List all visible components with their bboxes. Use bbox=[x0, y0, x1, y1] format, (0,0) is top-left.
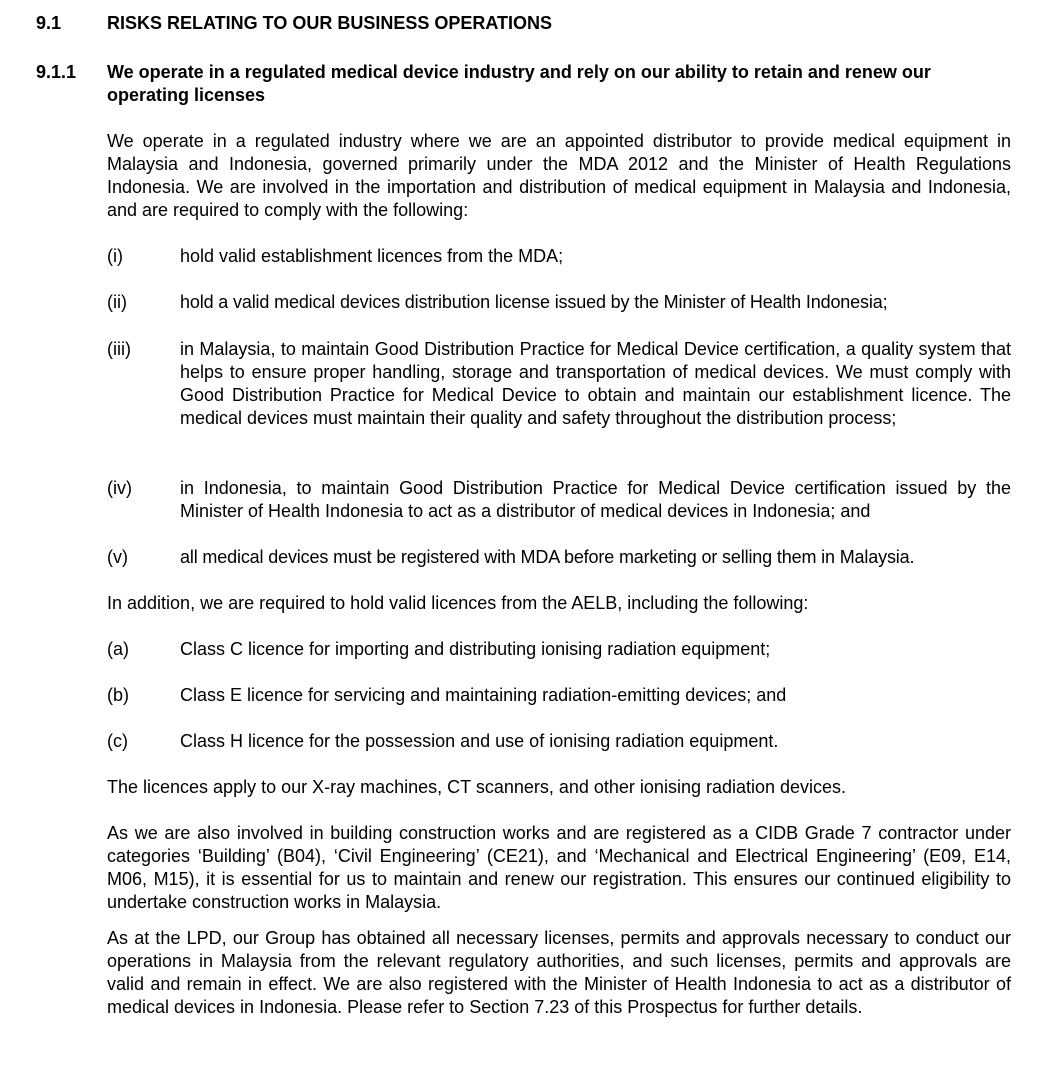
list-text: all medical devices must be registered with MDA before marketing or selling them in Malaysia. bbox=[180, 547, 915, 567]
aelb-intro-paragraph: In addition, we are required to hold valid licences from the AELB, including the following: bbox=[107, 593, 809, 613]
cidb-paragraph: As we are also involved in building construction works and are registered as a CIDB Grade 7 contractor under categories ‘Building’ (B04), ‘Civil Engineering’ (CE21), and ‘Mechanical and Electrical Engineering’ (E09, E14, M06, M15), it is essential for us to maintain and renew our registration. This ensures our continued eligibility to undertake construction works in Malaysia. bbox=[107, 823, 1011, 912]
list-marker: (b) bbox=[107, 685, 129, 705]
lpd-paragraph: As at the LPD, our Group has obtained all necessary licenses, permits and approvals necessary to conduct our operations in Malaysia from the relevant regulatory authorities, and such licenses, permits and approvals are valid and remain in effect. We are also registered with the Minister of Health Indonesia to act as a distributor of medical devices in Indonesia. Please refer to Section 7.23 of this Prospectus for further details. bbox=[107, 928, 1011, 1017]
list-text: Class H licence for the possession and use of ionising radiation equipment. bbox=[180, 731, 779, 751]
licence-scope-paragraph: The licences apply to our X-ray machines, CT scanners, and other ionising radiation devices. bbox=[107, 777, 847, 797]
list-text: hold a valid medical devices distribution license issued by the Minister of Health Indonesia; bbox=[180, 292, 888, 312]
list-marker: (v) bbox=[107, 547, 128, 567]
section-title: RISKS RELATING TO OUR BUSINESS OPERATIONS bbox=[107, 13, 553, 33]
intro-paragraph: We operate in a regulated industry where we are an appointed distributor to provide medical equipment in Malaysia and Indonesia, governed primarily under the MDA 2012 and the Minister of Health Regulations Indonesia. We are involved in the importation and distribution of medical equipment in Malaysia and Indonesia, and are required to comply with the following: bbox=[107, 131, 1011, 220]
list-marker: (iii) bbox=[107, 339, 131, 359]
section-number: 9.1 bbox=[36, 13, 62, 33]
list-marker: (a) bbox=[107, 639, 129, 659]
list-text: in Indonesia, to maintain Good Distribution Practice for Medical Device certification issued by the Minister of Health Indonesia to act as a distributor of medical devices in Indonesia; and bbox=[180, 478, 1011, 521]
subsection-title: We operate in a regulated medical device industry and rely on our ability to retain and renew our operating licenses bbox=[107, 62, 931, 105]
list-text: hold valid establishment licences from the MDA; bbox=[180, 246, 564, 266]
list-text: Class E licence for servicing and maintaining radiation-emitting devices; and bbox=[180, 685, 787, 705]
list-text: Class C licence for importing and distributing ionising radiation equipment; bbox=[180, 639, 771, 659]
subsection-number: 9.1.1 bbox=[36, 62, 77, 82]
list-text: in Malaysia, to maintain Good Distribution Practice for Medical Device certification, a quality system that helps to ensure proper handling, storage and transportation of medical devices. We must comply with Good Distribution Practice for Medical Device to obtain and maintain our establishment licence. The medical devices must maintain their quality and safety throughout the distribution process; bbox=[180, 339, 1011, 428]
list-marker: (ii) bbox=[107, 292, 127, 312]
list-marker: (iv) bbox=[107, 478, 132, 498]
list-marker: (c) bbox=[107, 731, 128, 751]
list-marker: (i) bbox=[107, 246, 123, 266]
